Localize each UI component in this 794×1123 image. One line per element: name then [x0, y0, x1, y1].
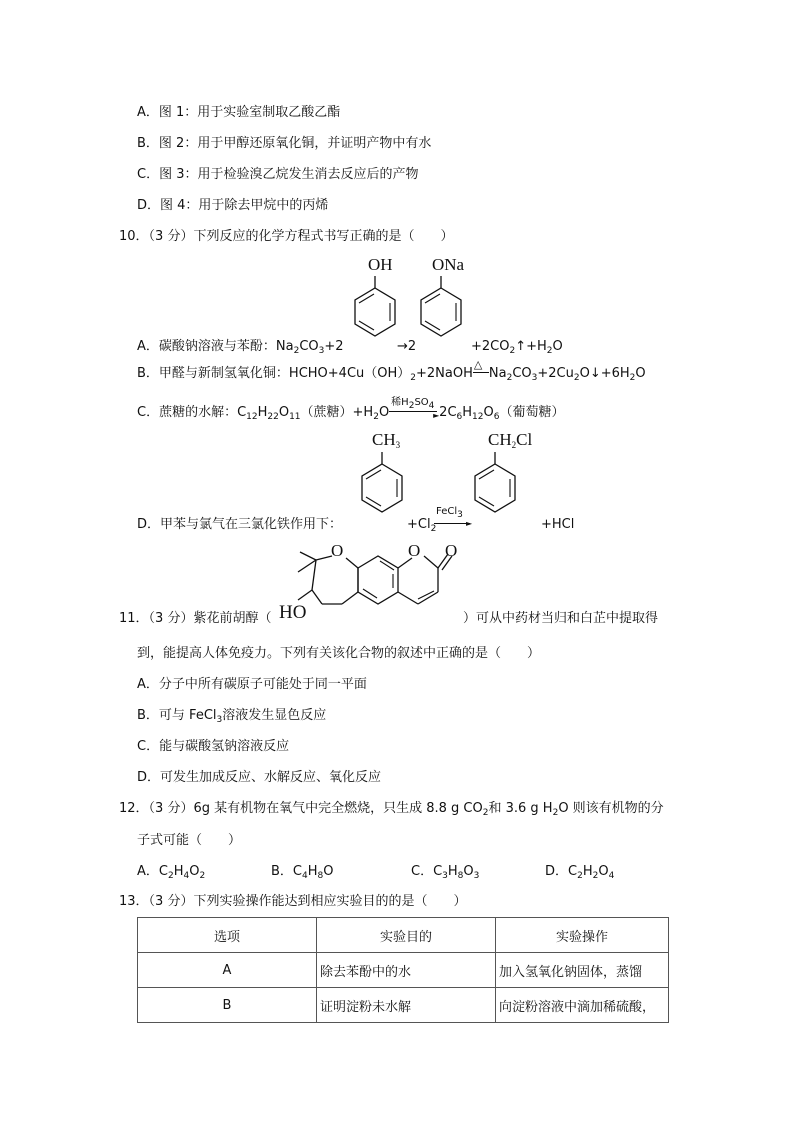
benzyl-chloride-label: $CH_2Cl$ [488, 430, 533, 450]
toluene-ch3-label: $CH_3$ [372, 430, 401, 450]
row-b-operation: 向淀粉溶液中滴加稀硫酸， [496, 988, 669, 1023]
row-b-option: B [138, 988, 317, 1023]
q12-stem: 12．（3 分）6g 某有机物在氧气中完全燃烧，只生成 8.8 g $CO_2$和 3.6 g $H_2O$ 则该有机物的分 [119, 801, 664, 818]
q9-option-b: B．图 2：用于甲醇还原氧化铜，并证明产物中有水 [137, 136, 432, 151]
q11-option-d: D．可发生加成反应、水解反应、氧化反应 [137, 770, 382, 785]
q13-stem: 13．（3 分）下列实验操作能达到相应实验目的的是（ ） [119, 894, 467, 909]
q12-option-a: A．$C_2H_4O_2$ [137, 864, 206, 881]
q10-a-arrow: →2 [397, 339, 417, 354]
phenoxide-ring-structure [416, 276, 466, 350]
experiment-table [137, 917, 669, 1023]
phenoxide-ona-label: ONa [432, 255, 465, 274]
heating-delta-symbol: △ [473, 358, 483, 371]
phenol-ring-structure [350, 276, 400, 350]
q10-d-chlorine: $+Cl_2$ [407, 517, 437, 534]
q10-option-c: C．蔗糖的水解：$C_{12}H_{22}O_{11}$（蔗糖）$+H_2O$ 稀$H_2SO_4$ ► $2C_6H_{12}O_6$（葡萄糖） [137, 404, 564, 422]
carbonyl-oxygen-label: O [445, 541, 458, 560]
q12-option-b: B．$C_4H_8O$ [271, 864, 334, 881]
row-b-purpose: 证明淀粉未水解 [317, 988, 496, 1023]
q12-option-c: C．$C_3H_8O_3$ [411, 864, 480, 881]
q10-option-b: B．甲醛与新制氢氧化铜：$HCHO+4Cu(OH)_2+2NaOH$ △ $Na_2CO_3+2Cu_2O↓+6H_2O$ [137, 358, 646, 383]
benzyl-chloride-ring-structure [470, 452, 520, 528]
fecl3-condition: FeCl$_3$ [436, 506, 463, 520]
q9-option-d: D．图 4：用于除去甲烷中的丙烯 [137, 198, 329, 213]
q10-d-hcl: +HCl [541, 517, 575, 532]
q11-option-b: B．可与 FeCl$_3$溶液发生显色反应 [137, 708, 327, 725]
header-purpose: 实验目的 [317, 918, 496, 953]
q12-option-d: D．$C_2H_2O_4$ [545, 864, 615, 881]
toluene-ring-structure [357, 452, 407, 528]
q10-a-products: $+2CO_2↑+H_2O$ [471, 339, 563, 356]
q10-stem: 10．（3 分）下列反应的化学方程式书写正确的是（ ） [119, 229, 454, 244]
table-row [138, 953, 669, 988]
header-operation: 实验操作 [496, 918, 669, 953]
row-a-option: A [138, 953, 317, 988]
q12-stem-line2: 子式可能（ ） [137, 833, 242, 848]
row-a-operation: 加入氢氧化钠固体，蒸馏 [496, 953, 669, 988]
header-option: 选项 [138, 918, 317, 953]
q10-option-d: D．甲苯与氯气在三氯化铁作用下： [137, 517, 343, 532]
table-row [138, 988, 669, 1023]
q11-stem-line2: 到，能提高人体免疫力。下列有关该化合物的叙述中正确的是（ ） [137, 646, 541, 661]
q9-option-a: A．图 1：用于实验室制取乙酸乙酯 [137, 105, 341, 120]
q11-option-a: A．分子中所有碳原子可能处于同一平面 [137, 677, 367, 692]
table-header-row [138, 918, 669, 953]
hydroxyl-label: HO [279, 602, 307, 623]
sulfuric-acid-condition: 稀$H_2SO_4$ [391, 397, 435, 411]
q11-stem-suffix: ）可从中药材当归和白芷中提取得 [463, 611, 659, 626]
phenol-oh-label: OH [368, 255, 393, 274]
q11-option-c: C．能与碳酸氢钠溶液反应 [137, 739, 290, 754]
pyran-oxygen-label: O [331, 541, 344, 560]
lactone-oxygen-label: O [408, 541, 421, 560]
q9-option-c: C．图 3：用于检验溴乙烷发生消去反应后的产物 [137, 167, 419, 182]
q10-option-a: A．碳酸钠溶液与苯酚：$Na_2CO_3+2$ [137, 339, 344, 356]
q11-stem-prefix: 11．（3 分）紫花前胡醇（ [119, 611, 272, 626]
row-a-purpose: 除去苯酚中的水 [317, 953, 496, 988]
